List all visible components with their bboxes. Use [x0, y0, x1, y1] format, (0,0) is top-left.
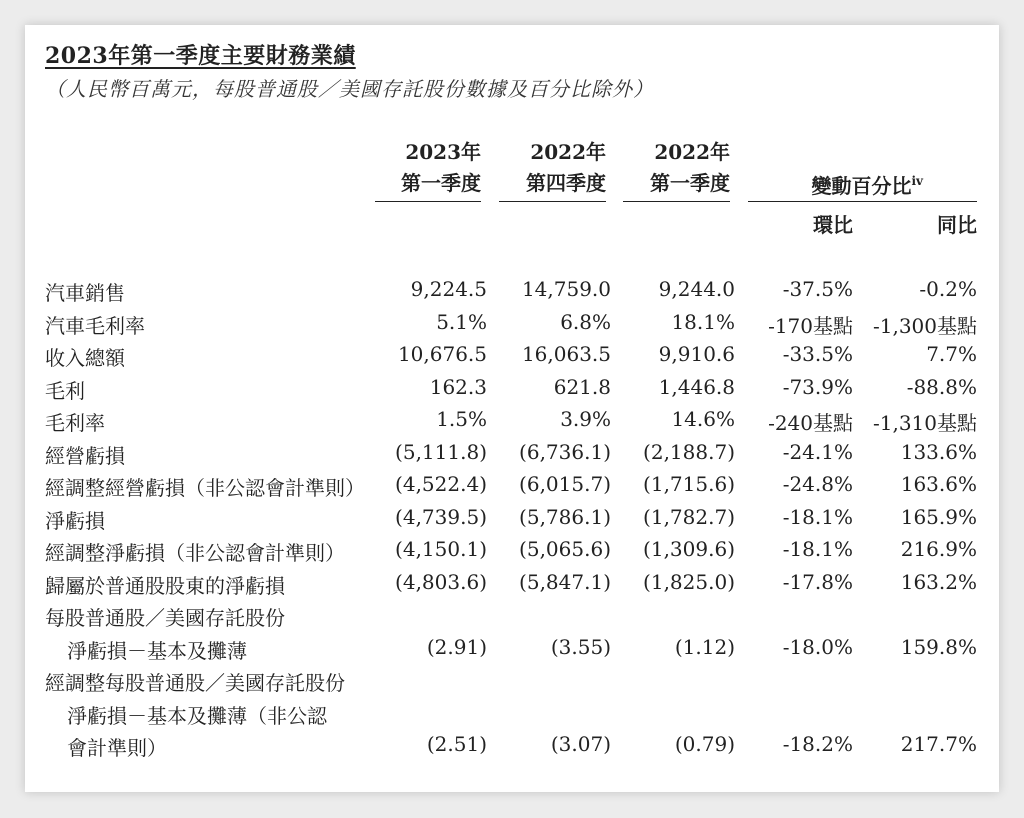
cell-yoy: -0.2% [919, 277, 977, 301]
cell-qoq: -33.5% [782, 342, 853, 366]
cell-q4-2022: 621.8 [553, 374, 611, 399]
table-row-line [25, 570, 999, 602]
table-row-line [25, 700, 999, 732]
cell-yoy: -88.8% [906, 374, 977, 399]
cell-q4-2022: (6,015.7) [519, 472, 611, 496]
cell-q1-2022: 9,910.6 [658, 342, 735, 366]
row-label: 汽車毛利率 [45, 313, 145, 338]
cell-q1-2023: (5,111.8) [395, 439, 487, 464]
column-header-q1-2023 [377, 137, 481, 199]
cell-q1-2023: 162.3 [429, 374, 487, 399]
column-header-year: 2022年 [654, 140, 730, 164]
cell-q1-2023: (4,150.1) [395, 537, 487, 561]
row-label: 會計準則） [67, 736, 167, 760]
cell-q1-2022: (1.12) [674, 634, 735, 659]
cell-qoq: -240基點 [768, 411, 853, 435]
header-rule [375, 201, 481, 202]
table-row-line [25, 407, 999, 439]
row-label: 經營虧損 [45, 443, 125, 468]
cell-q4-2022: (5,065.6) [519, 537, 611, 561]
page-title: 2023年第一季度主要財務業績 [45, 43, 356, 69]
cell-yoy: -1,310基點 [872, 411, 977, 435]
row-label: 淨虧損－基本及攤薄（非公認 [67, 703, 327, 728]
cell-q1-2023: 5.1% [436, 309, 487, 334]
cell-q1-2023: (4,522.4) [395, 472, 487, 496]
table-row-line [25, 440, 999, 472]
cell-yoy: 163.2% [900, 569, 977, 594]
column-header-q4-2022 [500, 137, 606, 199]
cell-q4-2022: (3.07) [550, 732, 611, 756]
column-header-yoy: 同比 [937, 213, 977, 237]
cell-q4-2022: (6,736.1) [519, 439, 611, 464]
cell-yoy: 133.6% [900, 439, 977, 464]
column-header-q1-2022 [624, 137, 730, 199]
cell-q4-2022: 6.8% [560, 309, 611, 334]
table-row-line [25, 342, 999, 374]
cell-q1-2022: (1,825.0) [643, 569, 735, 594]
cell-q1-2022: (1,309.6) [643, 537, 735, 561]
row-label: 每股普通股／美國存託股份 [45, 606, 285, 630]
row-label: 收入總額 [45, 346, 125, 370]
document-page [25, 25, 999, 792]
table-row-line [25, 635, 999, 667]
change-label: 變動百分比 [811, 174, 912, 198]
cell-q1-2022: (1,715.6) [643, 472, 735, 496]
page-subtitle: （人民幣百萬元，每股普通股／美國存託股份數據及百分比除外） [45, 77, 654, 101]
cell-q1-2023: (4,803.6) [395, 569, 487, 594]
cell-qoq: -18.1% [782, 537, 853, 561]
cell-qoq: -17.8% [782, 569, 853, 594]
column-header-year: 2023年 [405, 140, 481, 164]
column-header-change [775, 170, 923, 199]
row-label: 毛利率 [45, 411, 105, 435]
cell-yoy: 216.9% [900, 537, 977, 561]
cell-qoq: -18.0% [782, 634, 853, 659]
row-label: 歸屬於普通股股東的淨虧損 [45, 573, 285, 598]
cell-qoq: -18.1% [782, 504, 853, 529]
column-header-quarter: 第一季度 [401, 171, 481, 195]
table-row-line [25, 375, 999, 407]
row-label: 經調整每股普通股／美國存託股份 [45, 671, 345, 695]
cell-qoq: -24.8% [782, 472, 853, 496]
cell-yoy: 163.6% [900, 472, 977, 496]
cell-q1-2023: 10,676.5 [397, 342, 487, 366]
row-label: 淨虧損－基本及攤薄 [67, 638, 247, 663]
table-row-line [25, 310, 999, 342]
row-label: 經調整淨虧損（非公認會計準則） [45, 541, 345, 565]
cell-q4-2022: 16,063.5 [521, 342, 611, 366]
table-row-line [25, 505, 999, 537]
cell-qoq: -73.9% [782, 374, 853, 399]
cell-q1-2023: 1.5% [436, 407, 487, 431]
cell-qoq: -24.1% [782, 439, 853, 464]
cell-q4-2022: (3.55) [550, 634, 611, 659]
cell-q1-2022: (1,782.7) [643, 504, 735, 529]
column-header-qoq: 環比 [813, 213, 853, 237]
cell-q1-2023: 9,224.5 [410, 277, 487, 301]
table-row-line [25, 277, 999, 309]
cell-yoy: 7.7% [926, 342, 977, 366]
header-rule [499, 201, 606, 202]
cell-q1-2023: (2.91) [426, 634, 487, 659]
cell-qoq: -18.2% [782, 732, 853, 756]
cell-q1-2023: (2.51) [426, 732, 487, 756]
cell-qoq: -170基點 [768, 313, 853, 338]
cell-q4-2022: 14,759.0 [521, 277, 611, 301]
cell-yoy: 165.9% [900, 504, 977, 529]
row-label: 淨虧損 [45, 508, 105, 533]
cell-q1-2022: 14.6% [671, 407, 735, 431]
cell-yoy: 217.7% [900, 732, 977, 756]
header-rule [623, 201, 730, 202]
column-header-year: 2022年 [530, 140, 606, 164]
cell-q4-2022: (5,847.1) [519, 569, 611, 594]
table-row-line [25, 667, 999, 699]
cell-q1-2022: 1,446.8 [658, 374, 735, 399]
footnote-marker: iv [911, 174, 923, 188]
row-label: 汽車銷售 [45, 281, 125, 305]
column-header-quarter: 第四季度 [526, 171, 606, 195]
cell-q4-2022: 3.9% [560, 407, 611, 431]
cell-q1-2022: (2,188.7) [643, 439, 735, 464]
table-row-line [25, 602, 999, 634]
cell-q1-2023: (4,739.5) [395, 504, 487, 529]
cell-q1-2022: 18.1% [671, 309, 735, 334]
cell-yoy: -1,300基點 [872, 313, 977, 338]
header-rule [748, 201, 977, 202]
cell-q4-2022: (5,786.1) [519, 504, 611, 529]
cell-q1-2022: (0.79) [674, 732, 735, 756]
cell-qoq: -37.5% [782, 277, 853, 301]
row-label: 毛利 [45, 378, 85, 403]
table-row-line [25, 472, 999, 504]
cell-yoy: 159.8% [900, 634, 977, 659]
table-row-line [25, 732, 999, 764]
column-header-quarter: 第一季度 [650, 171, 730, 195]
table-row-line [25, 537, 999, 569]
row-label: 經調整經營虧損（非公認會計準則） [45, 476, 365, 500]
cell-q1-2022: 9,244.0 [658, 277, 735, 301]
